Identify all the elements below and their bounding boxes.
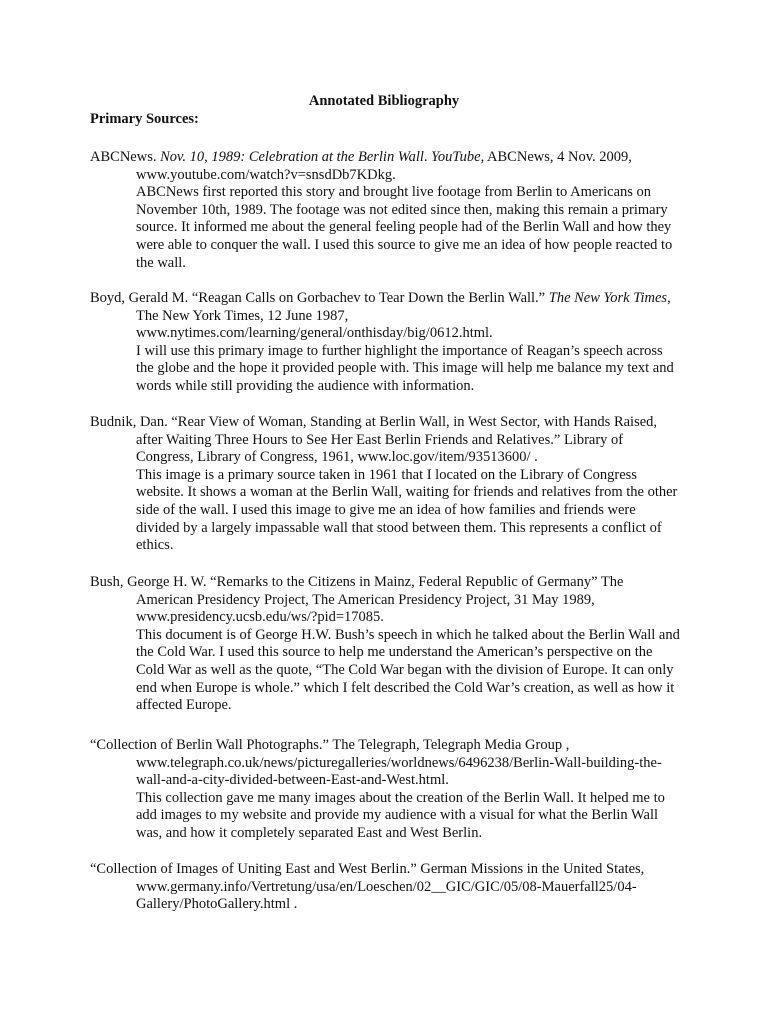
section-heading-primary-sources: Primary Sources: (90, 111, 199, 127)
citation: Budnik, Dan. “Rear View of Woman, Standing at Berlin Wall, in West Sector, with Hands Raised, after Waiting Three Hours to See Her East Berlin Friends and Relatives.” Library of Congress, Library of Congress, 1961, www.loc.gov/item/93513600/ . (90, 414, 658, 466)
bibliography-entry-budnik (90, 414, 682, 555)
annotation: This document is of George H.W. Bush’s speech in which he talked about the Berlin Wall and the Cold War. I used this source to help me understand the American’s perspective on the Cold War as well as the quote, “The Cold War began with the division of Europe. It can only end when Europe is whole.” which I felt described the Cold War’s creation, as well as how it affected Europe. (136, 626, 680, 714)
citation-container: YouTube (431, 149, 481, 165)
document-title: Annotated Bibliography (308, 93, 460, 109)
annotation: ABCNews first reported this story and brought live footage from Berlin to Americans on November 10th, 1989. The footage was not edited since then, making this remain a primary source. It informed me about the general feeling people had of the Berlin Wall and how they were able to conquer the wall. I used this source to give me an idea of how people reacted to the wall. (136, 184, 673, 271)
citation-publication: , ABCNews, 4 Nov. 2009, www.youtube.com/watch?v=snsdDb7KDkg. (136, 149, 632, 183)
citation (90, 149, 682, 184)
citation: Bush, George H. W. “Remarks to the Citizens in Mainz, Federal Republic of Germany” The American Presidency Project, The American Presidency Project, 31 May 1989, www.presidency.ucsb.edu/ws/?pid=17085. (90, 574, 624, 626)
bibliography-entry-bush (90, 574, 682, 715)
citation-title: Nov. 10, 1989: Celebration at the Berlin Wall (160, 149, 424, 165)
citation-separator: . (423, 149, 432, 165)
annotation: This collection gave me many images about the creation of the Berlin Wall. It helped me to add images to my website and provide my audience with a visual for what the Berlin Wall was, and how it completely separated East and West Berlin. (136, 789, 665, 841)
citation-container: The New York Times (548, 290, 668, 306)
citation-publication: , The New York Times, 12 June 1987, www.nytimes.com/learning/general/onthisday/big/0612.html. (136, 290, 671, 342)
citation-author-title: Boyd, Gerald M. “Reagan Calls on Gorbachev to Tear Down the Berlin Wall.” (90, 290, 549, 306)
bibliography-entry-telegraph (90, 737, 682, 843)
annotation: This image is a primary source taken in 1961 that I located on the Library of Congress website. It shows a woman at the Berlin Wall, waiting for friends and relatives from the other side of the wall. I used this image to give me an idea of how families and friends were divided by a largely impassable wall that stood between them. This represents a conflict of ethics. (136, 466, 678, 554)
bibliography-entry-boyd (90, 290, 682, 396)
bibliography-entry-german-missions (90, 861, 682, 914)
citation-author: ABCNews. (90, 149, 161, 165)
citation: “Collection of Berlin Wall Photographs.” The Telegraph, Telegraph Media Group , www.telegraph.co.uk/news/picturegalleries/worldnews/6496238/Berlin-Wall-building-the-wall-and-a-city-divided-between-East-and-West.html. (90, 737, 662, 789)
annotation: I will use this primary image to further highlight the importance of Reagan’s speech across the globe and the hope it provided people with. This image will help me balance my text and words while still providing the audience with information. (136, 342, 674, 394)
citation (90, 290, 682, 343)
citation: “Collection of Images of Uniting East and West Berlin.” German Missions in the United States, www.germany.info/Vertretung/usa/en/Loeschen/02__GIC/GIC/05/08-Mauerfall25/04-Gallery/PhotoGallery.html . (90, 861, 645, 913)
bibliography-entry-abcnews (90, 149, 682, 272)
